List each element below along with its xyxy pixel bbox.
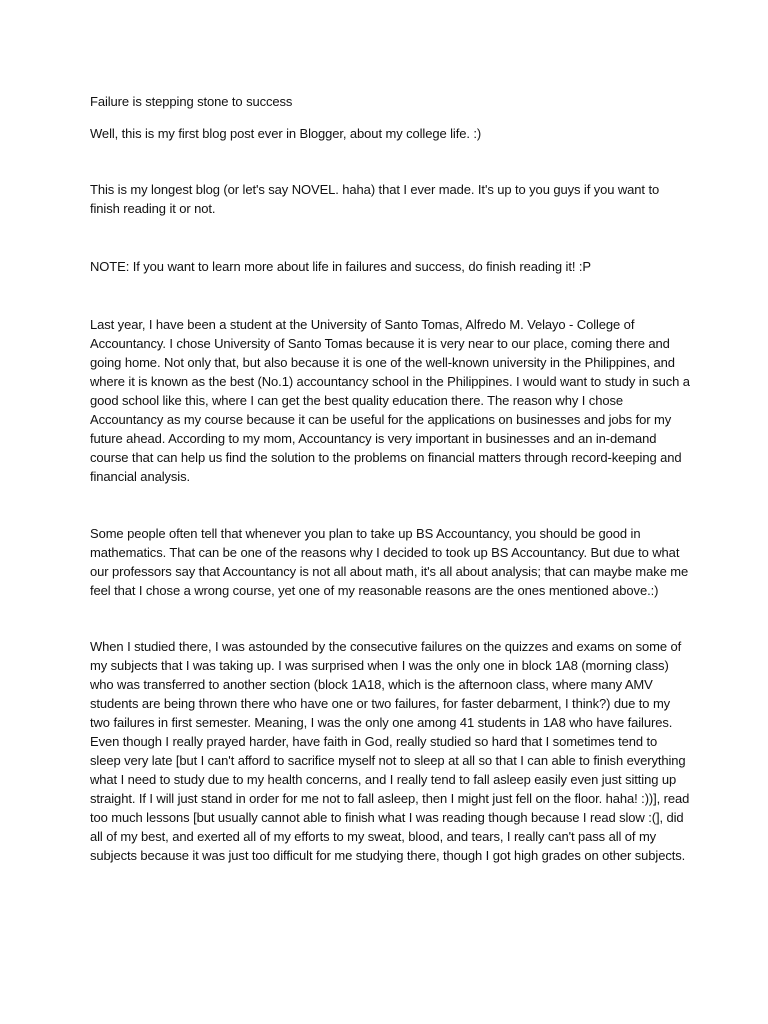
document-title: Failure is stepping stone to success (90, 94, 293, 109)
paragraph-when-i-studied: When I studied there, I was astounded by the consecutive failures on the quizzes and exams on some of my subjects that I was taking up. I was surprised when I was the only one in block 1A8 (morning class) who was transferred to another section (block 1A18, which is the afternoon class, where many AMV students are being thrown there who have one or two failures, for faster debarment, I think?) due to my two failures in first semester. Meaning, I was the only one among 41 students in 1A8 who have failures. Even though I really prayed harder, have faith in God, really studied so hard that I sometimes tend to sleep very late [but I can't afford to sacrifice myself not to sleep at all so that I can able to finish everything what I need to study due to my health concerns, and I really tend to fall asleep easily even just sitting up straight. If I will just stand in order for me not to fall asleep, then I might just fell on the floor. haha! :))], read too much lessons [but usually cannot able to finish what I was reading though because I read slow :(], did all of my best, and exerted all of my efforts to my sweat, blood, and tears, I really can't pass all of my subjects because it was just too difficult for me studying there, though I got high grades on other subjects. (90, 639, 690, 863)
paragraph-last-year: Last year, I have been a student at the University of Santo Tomas, Alfredo M. Velayo - College of Accountancy. I chose University of Santo Tomas because it is very near to our place, coming there and going home. Not only that, but also because it is one of the well-known university in the Philippines, and where it is known as the best (No.1) accountancy school in the Philippines. I would want to study in such a good school like this, where I can get the best quality education there. The reason why I chose Accountancy as my course because it can be useful for the applications on businesses and jobs for my future ahead. According to my mom, Accountancy is very important in businesses and an in-demand course that can help us find the solution to the problems on financial matters through record-keeping and financial analysis. (90, 317, 690, 484)
paragraph-some-people: Some people often tell that whenever you plan to take up BS Accountancy, you should be good in mathematics. That can be one of the reasons why I decided to took up BS Accountancy. But due to what our professors say that Accountancy is not all about math, it's all about analysis; that can maybe make me feel that I chose a wrong course, yet one of my reasonable reasons are the ones mentioned above.:) (90, 526, 689, 598)
paragraph-longest-blog: This is my longest blog (or let's say NOVEL. haha) that I ever made. It's up to you guys if you want to finish reading it or not. (90, 182, 660, 216)
paragraph-intro: Well, this is my first blog post ever in Blogger, about my college life. :) (90, 126, 482, 141)
paragraph-note: NOTE: If you want to learn more about life in failures and success, do finish reading it! :P (90, 259, 591, 274)
